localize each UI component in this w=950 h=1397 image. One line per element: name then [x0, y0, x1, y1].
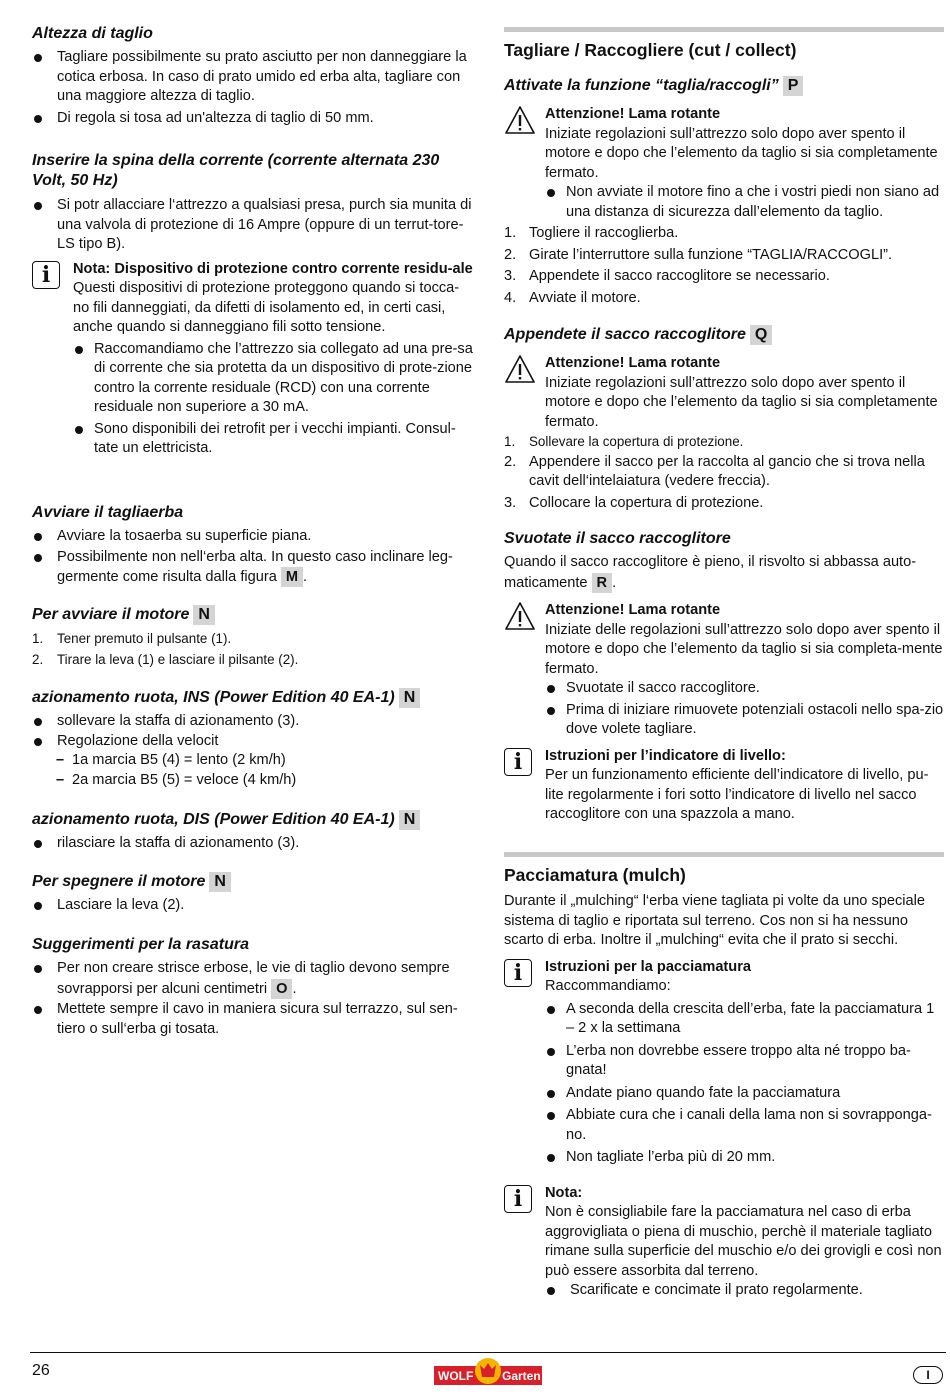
svg-text:WOLF: WOLF: [438, 1369, 474, 1383]
figure-ref-tag: N: [399, 810, 421, 830]
section-title: Attivate la funzione “taglia/raccogli” P: [504, 76, 944, 96]
bullet-icon: [34, 533, 42, 541]
bullet-icon: [547, 1154, 555, 1162]
section-title: Per spegnere il motore N: [32, 872, 474, 892]
info-icon: i: [504, 1185, 532, 1213]
figure-ref-tag: Q: [750, 325, 772, 345]
bullet-icon: [547, 1287, 555, 1295]
section-cutting-height: [32, 24, 474, 128]
section-title: Appendete il sacco raccoglitore Q: [504, 325, 944, 345]
section-mowing-tips: [32, 935, 474, 1039]
figure-ref-tag: N: [209, 872, 231, 892]
bullet-icon: [34, 902, 42, 910]
list-item: Non avviate il motore fino a che i vostri piedi non siano ad una distanza di sicurezza dall’elemento da taglio.: [545, 183, 944, 222]
list-item: 3. Appendete il sacco raccoglitore se necessario.: [504, 268, 830, 284]
info-icon: i: [32, 261, 60, 289]
figure-ref-tag: M: [281, 567, 303, 587]
section-drive-on: [32, 688, 474, 790]
note-rcd: i Nota: Dispositivo di protezione contro corrente residu-ale Questi dispositivi di protezione proteggono quando si tocca-no fili danneggiati, da difetti di isolamento ed, in certi casi, anche quando si danneggiano fili sotto tensione. Raccomandiamo che l’attrezzo sia collegato ad una pre-sa di corrente che sia protetta da un dispositivo di prote-zione contro la corrente residuale (RCD) con una corrente residuale non superiore a 30 mA. Sono disponibili dei retrofit per i vecchi impianti. Consul-tate un elettricista.: [32, 260, 474, 459]
list-item: 4. Avviate il motore.: [504, 289, 641, 306]
bullet-icon: [547, 707, 555, 715]
list-item: – 2a marcia B5 (5) = veloce (4 km/h): [32, 771, 474, 791]
list-item: sollevare la staffa di azionamento (3).: [32, 712, 474, 732]
section-title: Inserire la spina della corrente (corrente alternata 230 Volt, 50 Hz): [32, 152, 440, 189]
list-item: Per non creare strisce erbose, le vie di taglio devono sempre sovrapporsi per alcuni centimetri O .: [32, 959, 474, 999]
section-start-mower: [32, 503, 474, 588]
bullet-icon: [547, 685, 555, 693]
bullet-icon: [34, 54, 42, 62]
list-item: Non tagliate l’erba più di 20 mm.: [545, 1148, 944, 1168]
paragraph: Durante il „mulching“ l‘erba viene tagliata pi volte da uno speciale sistema di taglio e riportata sul terreno. Cos non si ha nessuno scarto di erba. Inoltre il „mulching“ evita che il prato si secchi.: [504, 893, 926, 948]
bullet-icon: [34, 738, 42, 746]
section-title: Suggerimenti per la rasatura: [32, 936, 249, 953]
warning-block: Attenzione! Lama rotante Iniziate regolazioni sull’attrezzo solo dopo aver spento il motore e dopo che l’elemento da taglio si sia completamente fermato. Non avviate il motore fino a che i vostri piedi non siano ad una distanza di sicurezza dall’elemento da taglio.: [504, 105, 944, 222]
figure-ref-tag: O: [271, 979, 292, 999]
section-drive-off: [32, 810, 474, 854]
section-title: Svuotate il sacco raccoglitore: [504, 530, 731, 547]
bullet-icon: [75, 346, 83, 354]
bullet-icon: [547, 1048, 555, 1056]
section-title: Avviare il tagliaerba: [32, 504, 184, 521]
list-item: Si potr allacciare l‘attrezzo a qualsiasi presa, purch sia munita di una valvola di protezione di 16 Ampre (oppure di un terrut-tore-LS tipo B).: [32, 196, 474, 255]
warning-triangle-icon: [504, 105, 536, 135]
note-mulch-warning: i Nota: Non è consigliabile fare la pacciamatura nel caso di erba aggrovigliata o piena di muschio, perchè il materiale tagliato rimane sulla superficie del muschio e/o dei grovigli e così non può essere assorbita dal terreno. Scarificate e concimate il prato regolarmente.: [504, 1184, 944, 1301]
heading-mulch: Pacciamatura (mulch): [504, 852, 944, 886]
list-item: 3. Collocare la copertura di protezione.: [504, 494, 764, 511]
bullet-icon: [34, 115, 42, 123]
section-title: azionamento ruota, INS (Power Edition 40 EA-1) N: [32, 688, 474, 708]
list-item: Scarificate e concimate il prato regolarmente.: [545, 1281, 944, 1301]
paragraph: Quando il sacco raccoglitore è pieno, il risvolto si abbassa auto-maticamente R .: [504, 554, 917, 591]
info-icon: i: [504, 748, 532, 776]
list-item: 2. Girate l’interruttore sulla funzione “TAGLIA/RACCOGLI”.: [504, 246, 893, 263]
list-item: Svuotate il sacco raccoglitore.: [545, 679, 944, 699]
list-item: Prima di iniziare rimuovete potenziali ostacoli nello spa-zio dove volete tagliare.: [545, 701, 944, 740]
list-item: Sono disponibili dei retrofit per i vecchi impianti. Consul-tate un elettricista.: [73, 420, 474, 459]
note-level-indicator: i Istruzioni per l’indicatore di livello: Per un funzionamento efficiente dell’indicatore di livello, pu-lite regolarmente i fori sotto l’indicatore di livello nel sacco raccoglitore con una spazzola a mano.: [504, 747, 944, 825]
list-item: 2. Tirare la leva (1) e lasciare il pilsante (2).: [32, 651, 299, 667]
note-mulch-instructions: i Istruzioni per la pacciamatura Raccommandiamo: A seconda della crescita dell’erba, fate la pacciamatura 1 – 2 x la settimana L’erba non dovrebbe essere troppo alta né troppo ba-gnata! Andate piano quando fate la pacciamatura Abbiate cura che i canali della lama non si sovrapponga-no. Non tagliate l’erba più di 20 mm.: [504, 958, 944, 1168]
figure-ref-tag: P: [783, 76, 804, 96]
section-mulch: [504, 892, 944, 1301]
bullet-icon: [34, 965, 42, 973]
section-title: azionamento ruota, DIS (Power Edition 40 EA-1) N: [32, 810, 474, 830]
list-item: Abbiate cura che i canali della lama non si sovrapponga-no.: [545, 1106, 944, 1145]
bullet-icon: [547, 1112, 555, 1120]
figure-ref-tag: N: [399, 688, 421, 708]
section-hang-bag: [504, 325, 944, 513]
list-item: L’erba non dovrebbe essere troppo alta né troppo ba-gnata!: [545, 1042, 944, 1081]
list-item: Di regola si tosa ad un'altezza di taglio di 50 mm.: [32, 109, 474, 129]
list-item: 1. Sollevare la copertura di protezione.: [504, 434, 744, 449]
list-item: 1. Tener premuto il pulsante (1).: [32, 631, 232, 646]
bullet-icon: [34, 202, 42, 210]
warning-triangle-icon: [504, 354, 536, 384]
list-item: Avviare la tosaerba su superficie piana.: [32, 527, 474, 547]
section-title: Altezza di taglio: [32, 25, 153, 42]
figure-ref-tag: N: [193, 605, 215, 625]
list-item: A seconda della crescita dell’erba, fate la pacciamatura 1 – 2 x la settimana: [545, 1000, 944, 1039]
list-item: Raccomandiamo che l’attrezzo sia collegato ad una pre-sa di corrente che sia protetta da un dispositivo di prote-zione contro la corrente residuale (RCD) con una corrente residuale non superiore a 30 mA.: [73, 340, 474, 418]
bullet-icon: [547, 1090, 555, 1098]
list-item: 2. Appendere il sacco per la raccolta al gancio che si trova nella cavit dell‘intelaiatura (vedere freccia).: [504, 453, 925, 489]
wolf-garten-logo: [434, 1357, 542, 1387]
bullet-icon: [547, 1006, 555, 1014]
section-empty-bag: [504, 529, 944, 825]
section-plug: [32, 151, 474, 459]
warning-triangle-icon: [504, 601, 536, 631]
warning-block: Attenzione! Lama rotante Iniziate regolazioni sull’attrezzo solo dopo aver spento il motore e dopo che l’elemento da taglio si sia completamente fermato.: [504, 354, 944, 432]
language-badge: I: [913, 1366, 943, 1384]
info-icon: i: [504, 959, 532, 987]
page-number: 26: [32, 1362, 50, 1379]
bullet-icon: [547, 189, 555, 197]
bullet-icon: [34, 718, 42, 726]
heading-cut-collect: Tagliare / Raccogliere (cut / collect): [504, 27, 944, 61]
warning-block: Attenzione! Lama rotante Iniziate delle regolazioni sull’attrezzo solo dopo aver spento il motore e dopo che l’elemento da taglio si sia completa-mente fermato. Svuotate il sacco raccoglitore. Prima di iniziare rimuovete potenziali ostacoli nello spa-zio dove volete tagliare.: [504, 601, 944, 740]
list-item: – 1a marcia B5 (4) = lento (2 km/h): [32, 751, 474, 771]
list-item: Regolazione della velocit: [32, 732, 474, 752]
bullet-icon: [34, 840, 42, 848]
section-title: Per avviare il motore N: [32, 605, 474, 625]
bullet-icon: [75, 426, 83, 434]
list-item: rilasciare la staffa di azionamento (3).: [32, 834, 474, 854]
section-stop-engine: [32, 872, 474, 916]
section-activate-collect: [504, 76, 944, 308]
list-item: Lasciare la leva (2).: [32, 896, 474, 916]
bullet-icon: [34, 1006, 42, 1014]
list-item: Possibilmente non nell‘erba alta. In questo caso inclinare leg-germente come risulta dalla figura M .: [32, 548, 474, 588]
figure-ref-tag: R: [592, 573, 613, 593]
list-item: Andate piano quando fate la pacciamatura: [545, 1084, 944, 1104]
list-item: 1. Togliere il raccoglierba.: [504, 225, 679, 241]
bullet-icon: [34, 554, 42, 562]
list-item: Tagliare possibilmente su prato asciutto per non danneggiare la cotica erbosa. In caso di prato umido ed erba alta, tagliare con una maggiore altezza di taglio.: [32, 48, 474, 107]
svg-text:Garten: Garten: [502, 1369, 541, 1383]
list-item: Mettete sempre il cavo in maniera sicura sul terrazzo, sul sen-tiero o sull‘erba gi tosata.: [32, 1000, 474, 1039]
footer-rule: [30, 1352, 946, 1353]
section-start-engine: [32, 605, 474, 669]
